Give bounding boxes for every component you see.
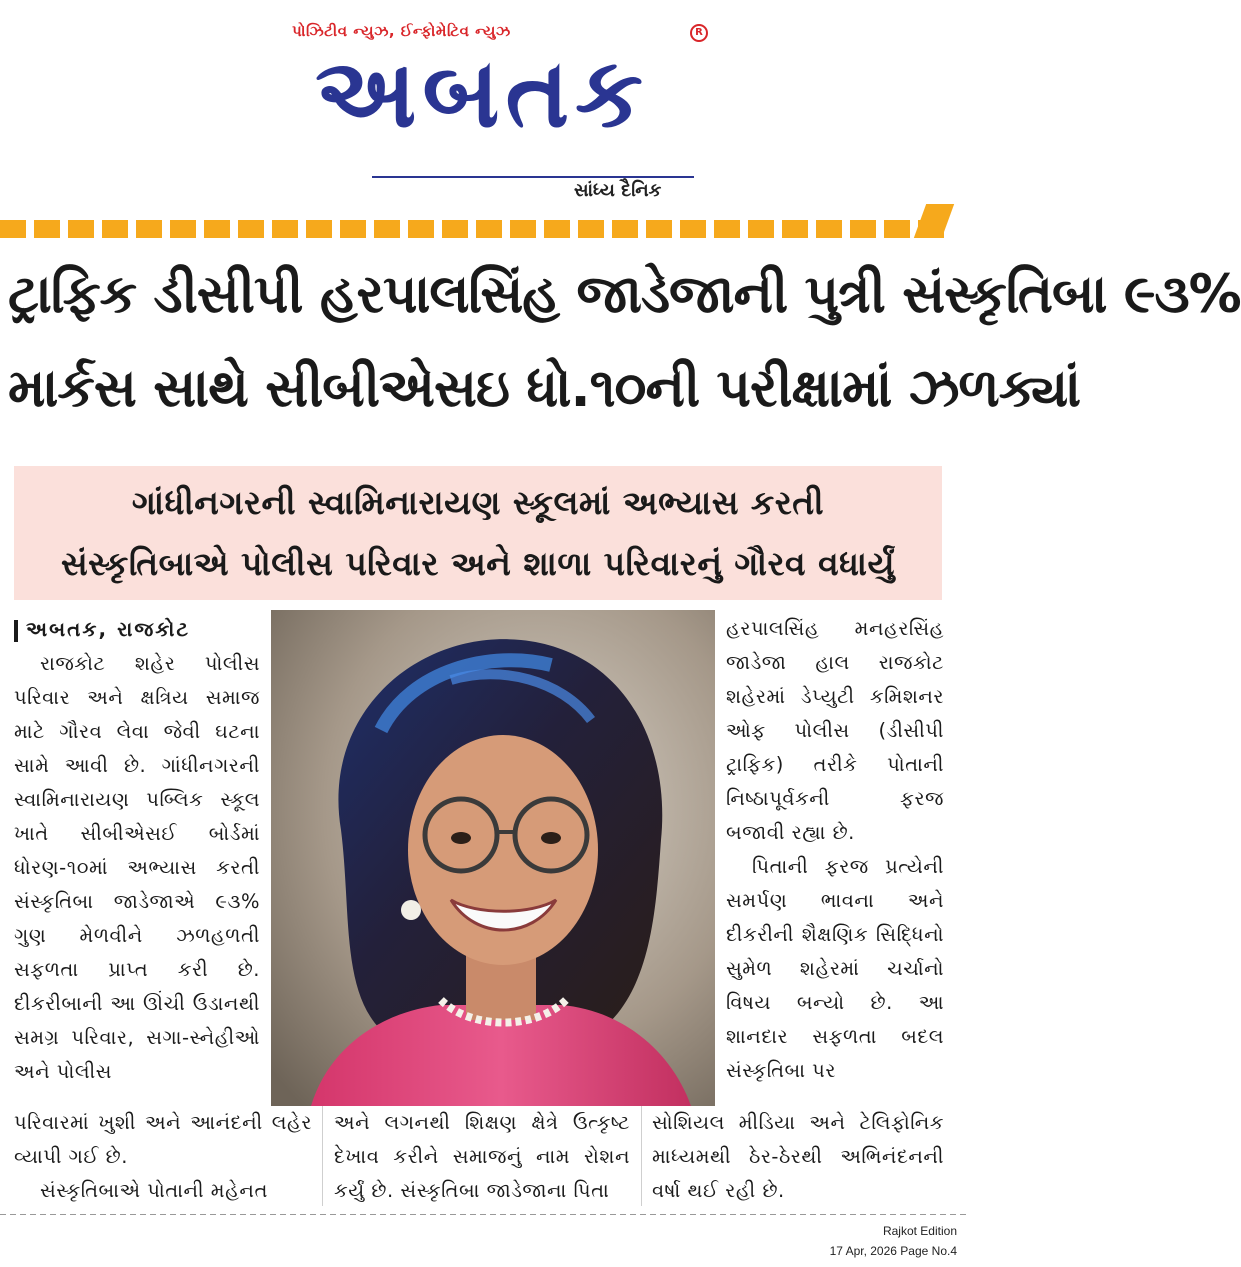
registered-mark-icon: R [690,24,708,42]
headline-line-1: ટ્રાફિક ડીસીપી હરપાલસિંહ જાડેજાની પુત્રી સંસ્કૃતિબા ૯૩% [8,264,1241,325]
column-divider [322,1106,323,1206]
dateline [14,612,260,647]
dateline-text: અબતક, રાજકોટ [26,617,191,641]
article-paragraph: સોશિયલ મીડિયા અને ટેલિફોનિક માધ્યમથી ઠેર-ઠેરથી અભિનંદનની વર્ષા થઈ રહી છે. [652,1111,944,1202]
article-left-column [14,612,260,1089]
article-paragraph: પિતાની ફરજ પ્રત્યેની સમર્પણ ભાવના અને દીકરીની શૈક્ષણિક સિદ્ધિનો સુમેળ શહેરમાં ચર્ચાનો વિષય બન્યો છે. આ શાનદાર સફળતા બદલ સંસ્કૃતિબા પર [726,855,944,1082]
masthead-tagline: પોઝિટીવ ન્યુઝ, ઈન્ફોમેટિવ ન્યુઝ [292,22,511,40]
portrait-photo [271,610,715,1106]
subheadline-line-1: ગાંધીનગરની સ્વામિનારાયણ સ્કૂલમાં અભ્યાસ કરતી [131,483,825,522]
article-paragraph: પરિવારમાં ખુશી અને આનંદની લહેર વ્યાપી ગઈ છે. [14,1111,312,1168]
article-bottom-column-2 [334,1106,630,1208]
column-divider [641,1106,642,1206]
edition-footer: Rajkot Edition [882,1224,957,1238]
article-paragraph: હરપાલસિંહ મનહરસિંહ જાડેજા હાલ રાજકોટ શહેરમાં ડેપ્યુટી કમિશનર ઓફ પોલીસ (ડીસીપી ટ્રાફિક) તરીકે પોતાની નિષ્ઠાપૂર્વકની ફરજ બજાવી રહ્યા છે. [726,617,944,844]
article-bottom-column-3 [652,1106,944,1208]
decorative-strip [0,220,945,238]
headline-line-2: માર્કસ સાથે સીબીએસઇ ધો.૧૦ની પરીક્ષામાં ઝળક્યાં [8,358,1081,419]
date-page-footer: 17 Apr, 2026 Page No.4 [829,1244,957,1258]
masthead-rule [372,176,694,178]
dateline-bar [14,620,18,642]
article-right-column [726,612,944,1088]
article-bottom-column-1 [14,1106,312,1208]
article-paragraph: રાજકોટ શહેર પોલીસ પરિવાર અને ક્ષત્રિય સમાજ માટે ગૌરવ લેવા જેવી ઘટના સામે આવી છે. ગાંધીનગરની સ્વામિનારાયણ પબ્લિક સ્કૂલ ખાતે સીબીએસઈ બોર્ડમાં ધોરણ-૧૦માં અભ્યાસ કરતી સંસ્કૃતિબા જાડેજાએ ૯૩% ગુણ મેળવીને ઝળહળતી સફળતા પ્રાપ્ત કરી છે. દીકરીબાની આ ઊંચી ઉડાનથી સમગ્ર પરિવાર, સગા-સ્નેહીઓ અને પોલીસ [14,652,260,1083]
portrait-illustration [271,610,715,1106]
article-paragraph: સંસ્કૃતિબાએ પોતાની મહેનત [40,1179,268,1202]
edition-type-label: સાંધ્ય દૈનિક [574,180,662,201]
newspaper-logo: અબતક [315,37,649,149]
subheadline-line-2: સંસ્કૃતિબાએ પોલીસ પરિવાર અને શાળા પરિવારનું ગૌરવ વધાર્યું [60,544,896,583]
subheadline-box [14,466,942,600]
headline [8,248,1241,436]
masthead [0,0,967,215]
page-edge [0,1214,967,1215]
article-paragraph: અને લગનથી શિક્ષણ ક્ષેત્રે ઉત્કૃષ્ટ દેખાવ કરીને સમાજનું નામ રોશન કર્યું છે. સંસ્કૃતિબા જાડેજાના પિતા [334,1111,630,1202]
